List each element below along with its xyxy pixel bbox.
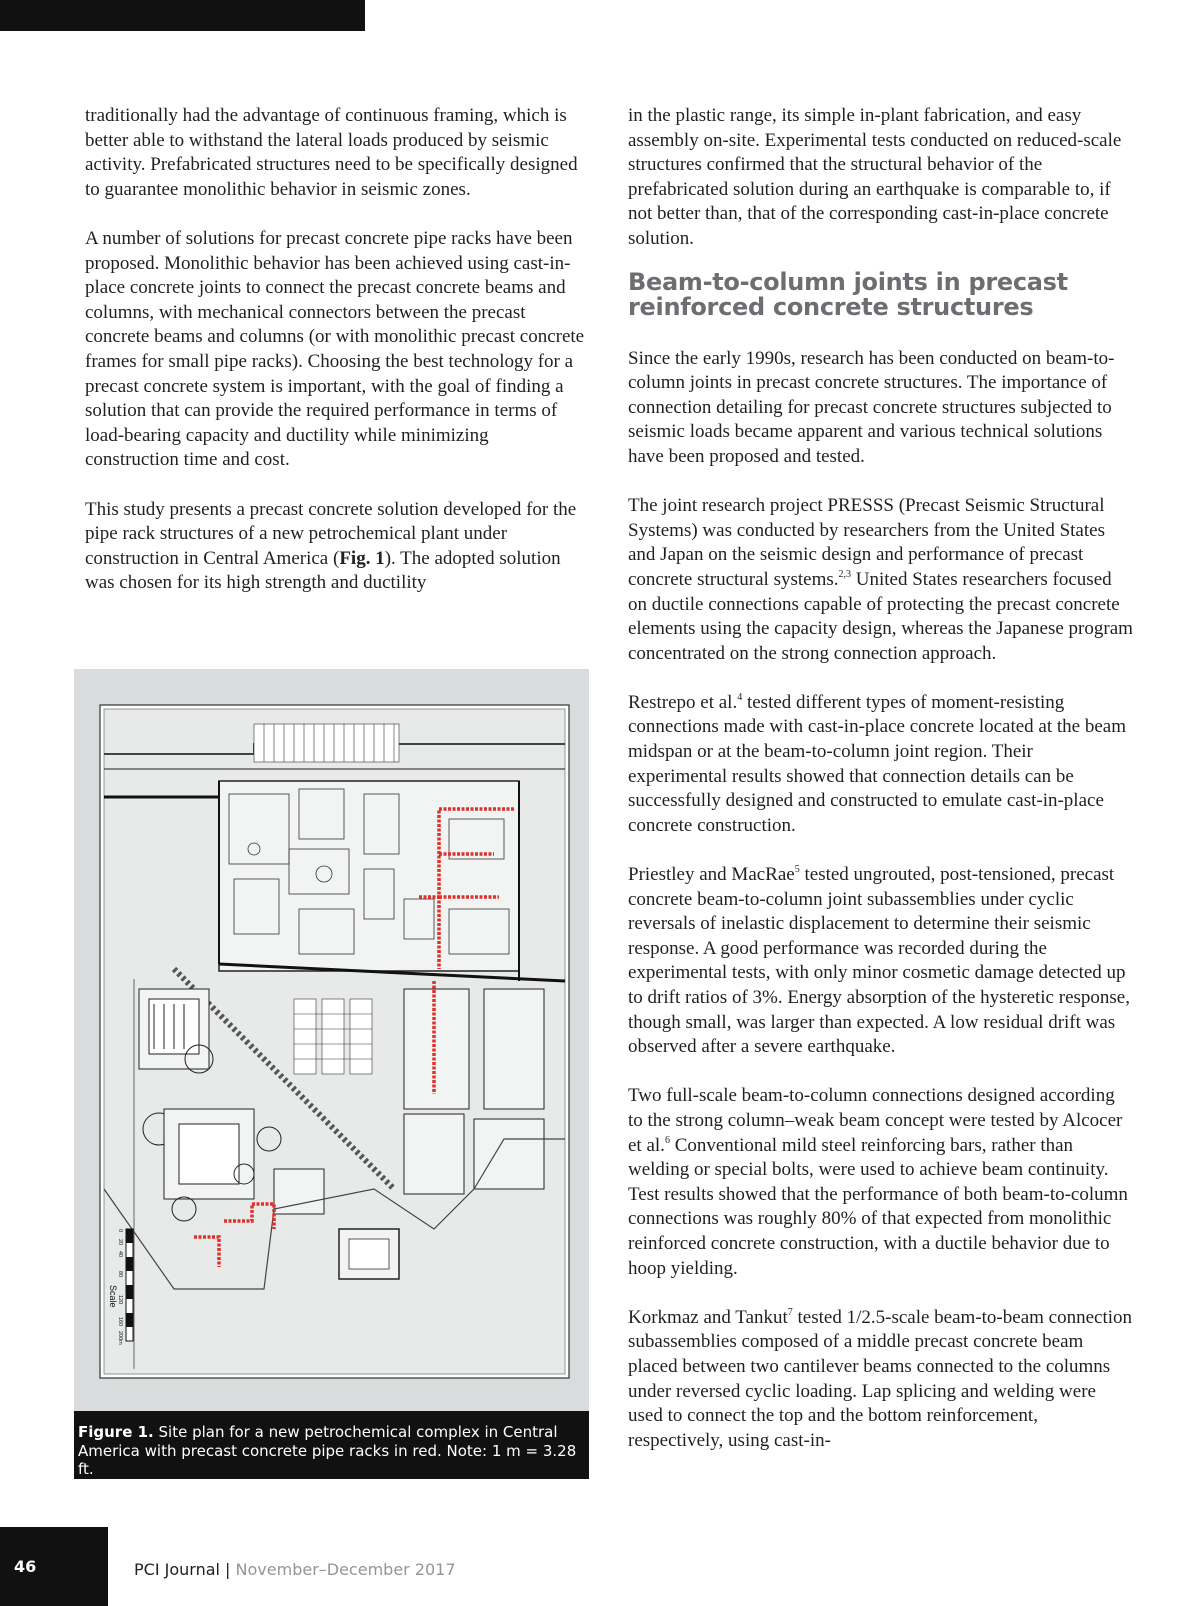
paragraph [628, 863, 1133, 1060]
scale-tick-label: 20 [117, 1239, 123, 1246]
paragraph-text: Priestley and MacRae [628, 864, 795, 886]
paragraph-text: Conventional mild steel reinforcing bars, rather than welding or special bolts, were used to achieve beam continuity. Test results showed that the performance of both beam-to-column connections was roughly 80% of that expected from monolithic reinforced concrete construction, with a ductile behavior due to hoop yielding. [628, 1134, 1128, 1279]
figure-1 [74, 669, 589, 1479]
equipment-strip [294, 999, 372, 1074]
paragraph [628, 494, 1133, 666]
scale-bar [126, 1229, 133, 1341]
citation-ref[interactable]: 2,3 [838, 568, 852, 580]
right-column [628, 104, 1133, 1478]
scale-label: Scale [108, 1285, 118, 1308]
panel-array [254, 724, 399, 762]
paragraph [628, 1306, 1133, 1454]
page-number-box [0, 1527, 108, 1606]
paragraph-text: The joint research project PRESSS (Precast Seismic Structural Systems) was conducted by researchers from the United States and Japan on the seismic design and performance of precast concrete structural systems. [628, 495, 1105, 590]
paragraph-text: ). The adopted solution was chosen for its high strength and ductility [85, 547, 561, 594]
paragraph-text: United States researchers focused on ductile connections capable of protecting the precast concrete elements using the capacity design, whereas the Japanese program concentrated on the strong connection approach. [628, 568, 1133, 664]
citation-ref[interactable]: 5 [794, 864, 800, 876]
caption-label: Figure 1. [78, 1423, 154, 1441]
section-heading: Beam-to-column joints in precast reinforced concrete structures [628, 267, 1068, 321]
footer-separator: | [219, 1560, 236, 1579]
paragraph-text: Two full-scale beam-to-column connections designed according to the strong column–weak beam concept were tested by Alcocer et al. [628, 1085, 1123, 1156]
paragraph [85, 498, 585, 596]
scale-tick-label: 40 [117, 1251, 123, 1258]
paragraph-text: tested different types of moment-resisting connections made with cast-in-place concrete located at the beam midspan or at the beam-to-column joint region. Their experimental results showed that connection details can be successfully designed and constructed to emulate cast-in-place concrete construction. [628, 691, 1126, 836]
left-column [85, 104, 585, 620]
paragraph [628, 691, 1133, 839]
scale-tick-label: 200m [117, 1331, 123, 1345]
figure-reference[interactable]: Fig. 1 [339, 547, 385, 569]
paragraph-text: tested ungrouted, post-tensioned, precast concrete beam-to-column joint subassemblies under cyclic reversals of inelastic displacement to determine their seismic response. A good performance was recorded during the experimental tests, with only minor cosmetic damage detected up to drift ratios of 3%. Energy absorption of the hysteretic response, though small, was larger than expected. A low residual drift was observed after a severe earthquake. [628, 864, 1130, 1058]
paragraph-text: tested 1/2.5-scale beam-to-beam connection subassemblies composed of a middle precast concrete beam placed between two cantilever beams connected to the columns under reversed cyclic loading. Lap splicing and welding were used to connect the top and the bottom reinforcement, respectively, using cast-in- [628, 1306, 1133, 1451]
scale-tick-label: 80 [117, 1271, 123, 1278]
page-number: 46 [14, 1557, 37, 1576]
scale-tick-label: 160 [117, 1317, 123, 1327]
scale-tick-label: 120 [117, 1295, 123, 1305]
citation-ref[interactable]: 6 [664, 1134, 670, 1146]
running-footer [134, 1560, 456, 1579]
caption-text: Site plan for a new petrochemical complex in Central America with precast concrete pipe racks in red. Note: 1 m = 3.28 ft. [78, 1423, 577, 1478]
paragraph: Since the early 1990s, research has been conducted on beam-to-column joints in precast concrete structures. The importance of connection detailing for precast concrete structures subjected to seismic loads became apparent and various technical solutions have been proposed and tested. [628, 347, 1115, 467]
citation-ref[interactable]: 7 [787, 1306, 793, 1318]
top-black-bar [0, 0, 365, 31]
paragraph: A number of solutions for precast concrete pipe racks have been proposed. Monolithic behavior has been achieved using cast-in-place concrete joints to connect the precast concrete beams and columns, with mechanical connectors between the precast concrete beams and columns (or with monolithic precast concrete frames for small pipe racks). Choosing the best technology for a precast concrete system is important, with the goal of finding a solution that can provide the required performance in terms of load-bearing capacity and ductility while minimizing construction time and cost. [85, 227, 585, 471]
scale-tick-label: 0 [117, 1229, 123, 1233]
paragraph-text: This study presents a precast concrete solution developed for the pipe rack structures of a new petrochemical plant under construction in Central America ( [85, 498, 577, 569]
site-plan-drawing [74, 669, 589, 1411]
paragraph: traditionally had the advantage of continuous framing, which is better able to withstand the lateral loads produced by seismic activity. Prefabricated structures need to be specifically designed to guarantee monolithic behavior in seismic zones. [85, 105, 578, 200]
paragraph-text: Korkmaz and Tankut [628, 1306, 788, 1328]
paragraph: in the plastic range, its simple in-plant fabrication, and easy assembly on-site. Experimental tests conducted on reduced-scale structures confirmed that the structural behavior of the prefabricated solution during an earthquake is comparable to, if not better than, that of the corresponding cast-in-place concrete solution. [628, 105, 1122, 249]
journal-name: PCI Journal [134, 1560, 220, 1579]
paragraph [628, 1084, 1133, 1281]
paragraph-text: Restrepo et al. [628, 691, 738, 713]
citation-ref[interactable]: 4 [737, 691, 743, 703]
issue-date: November–December 2017 [235, 1560, 456, 1579]
figure-caption [74, 1411, 589, 1479]
